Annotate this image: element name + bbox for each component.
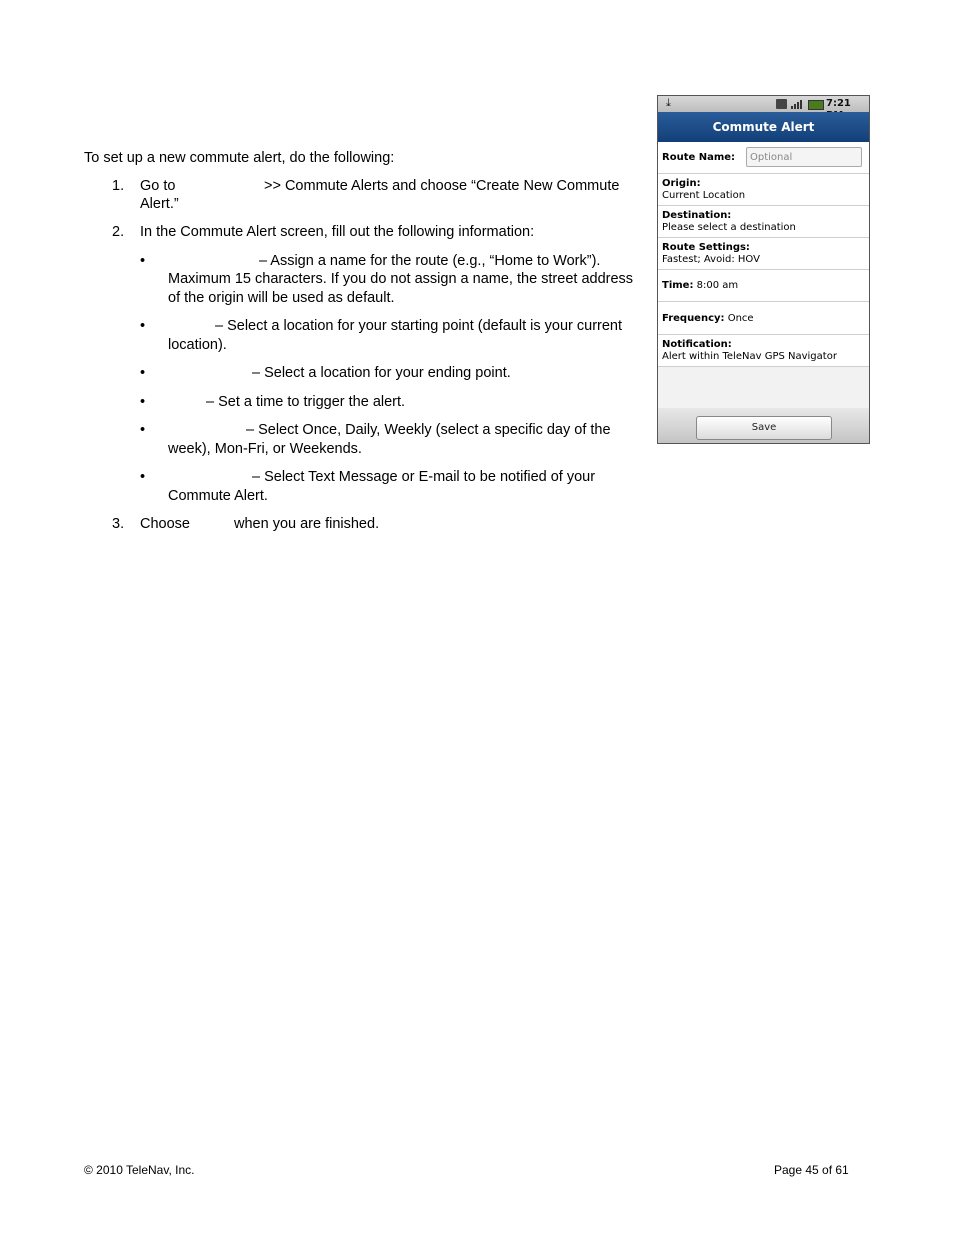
step-number: 2. [112,224,125,240]
destination-label: Destination: [662,210,732,221]
bullet-text: – Select Text Message or E-mail to be notified of your [252,469,596,485]
screen-title: Commute Alert [658,112,869,142]
origin-label: Origin: [662,178,701,189]
footer-copyright: © 2010 TeleNav, Inc. [84,1163,195,1177]
intro-text: To set up a new commute alert, do the following: [84,150,395,166]
status-bar [658,96,869,112]
bullet-text: Maximum 15 characters. If you do not assign a name, the street address [168,271,634,287]
bullet-text: – Assign a name for the route (e.g., “Home to Work”). [259,253,601,269]
bullet-text: – Select a location for your ending point. [252,365,511,381]
route-settings-label: Route Settings: [662,242,750,253]
battery-icon [808,100,824,110]
bullet-text: – Select a location for your starting point (default is your current [215,318,623,334]
destination-row[interactable] [658,206,869,238]
save-button[interactable]: Save [696,416,832,440]
bullet-marker: • [140,422,146,438]
step-text: Alert.” [140,196,179,212]
bullet-marker: • [140,469,146,485]
notification-value: Alert within TeleNav GPS Navigator [662,351,837,362]
network-3g-icon [776,99,787,109]
origin-value: Current Location [662,190,746,201]
step-number: 1. [112,178,125,194]
time-label: Time: [662,280,694,291]
bullet-text: location). [168,337,227,353]
step-text: In the Commute Alert screen, fill out the following information: [140,224,535,240]
bullet-marker: • [140,365,146,381]
route-name-input[interactable]: Optional [746,147,862,167]
footer-page-number: Page 45 of 61 [774,1163,849,1177]
frequency-label: Frequency: [662,313,725,324]
destination-value: Please select a destination [662,222,796,233]
download-icon: ⤓ [666,96,671,109]
save-bar [658,408,869,443]
step-text: Choose [140,516,190,532]
bullet-text: week), Mon-Fri, or Weekends. [168,441,362,457]
step-text: when you are finished. [234,516,380,532]
bullet-text: – Select Once, Daily, Weekly (select a specific day of the [246,422,611,438]
notification-row[interactable] [658,335,869,367]
time-value: 8:00 am [696,280,739,291]
bullet-text: Commute Alert. [168,488,268,504]
route-settings-row[interactable] [658,238,869,270]
notification-label: Notification: [662,339,732,350]
bullet-text: – Set a time to trigger the alert. [206,394,406,410]
status-time: 7:21 [826,98,851,109]
phone-screenshot [657,95,870,444]
route-name-row[interactable] [658,142,869,174]
step-number: 3. [112,516,125,532]
step-text: Go to [140,178,176,194]
route-settings-value: Fastest; Avoid: HOV [662,254,760,265]
frequency-value: Once [727,313,754,324]
time-row[interactable] [658,270,869,302]
bullet-marker: • [140,253,146,269]
frequency-row[interactable] [658,302,869,335]
step-text: >> Commute Alerts and choose “Create New Commute [264,178,620,194]
bullet-marker: • [140,318,146,334]
signal-icon [791,99,805,109]
bullet-text: of the origin will be used as default. [168,290,395,306]
origin-row[interactable] [658,174,869,206]
route-name-label: Route Name: [662,152,736,163]
bullet-marker: • [140,394,146,410]
